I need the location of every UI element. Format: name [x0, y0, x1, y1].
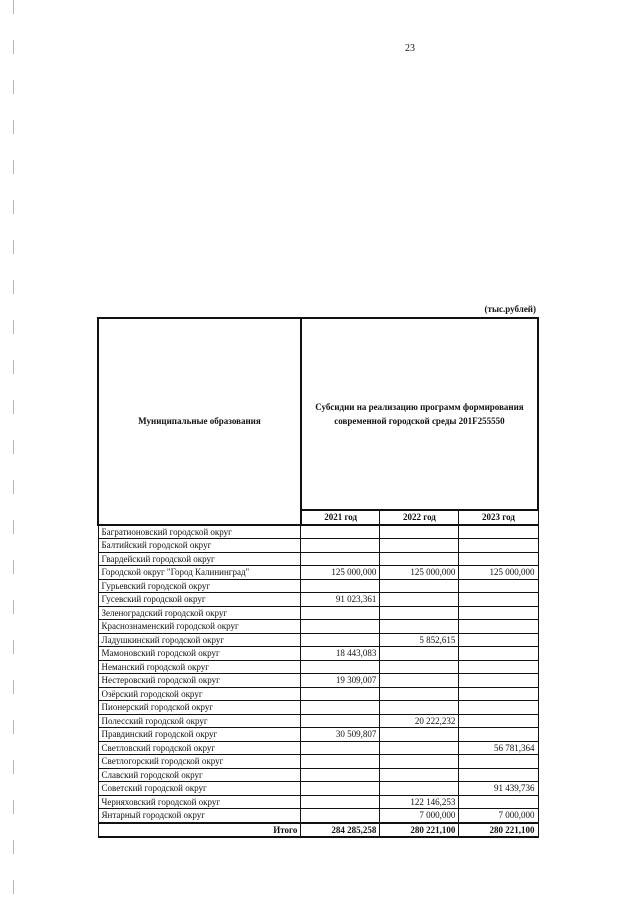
total-2022: 280 221,100	[380, 823, 459, 838]
municipality-name: Пионерский городской округ	[98, 701, 301, 715]
table-row	[98, 782, 538, 796]
municipality-name: Ладушкинский городской округ	[98, 633, 301, 647]
value-2022	[380, 741, 459, 755]
table-row	[98, 660, 538, 674]
value-2023	[459, 755, 538, 769]
municipality-name: Краснознаменский городской округ	[98, 620, 301, 634]
value-2021	[301, 714, 380, 728]
value-2021: 91 023,361	[301, 593, 380, 607]
value-2021: 18 443,083	[301, 647, 380, 661]
total-2021: 284 285,258	[301, 823, 380, 838]
value-2021	[301, 768, 380, 782]
municipality-name: Полесский городской округ	[98, 714, 301, 728]
table-row	[98, 647, 538, 661]
table-row	[98, 741, 538, 755]
value-2022	[380, 674, 459, 688]
municipality-name: Светлогорский городской округ	[98, 755, 301, 769]
table-row	[98, 768, 538, 782]
value-2021	[301, 660, 380, 674]
table-row	[98, 593, 538, 607]
page-number: 23	[405, 43, 415, 54]
units-label: (тыс.рублей)	[484, 304, 536, 314]
value-2022	[380, 647, 459, 661]
value-2022	[380, 525, 459, 539]
value-2023	[459, 552, 538, 566]
table-row	[98, 579, 538, 593]
value-2021	[301, 741, 380, 755]
municipality-column-header: Муниципальные образования	[98, 318, 301, 525]
value-2022	[380, 620, 459, 634]
value-2022	[380, 593, 459, 607]
value-2023	[459, 728, 538, 742]
municipality-name: Гвардейский городской округ	[98, 552, 301, 566]
value-2023: 125 000,000	[459, 566, 538, 580]
value-2021	[301, 755, 380, 769]
value-2021	[301, 552, 380, 566]
value-2023	[459, 539, 538, 553]
value-2023	[459, 579, 538, 593]
value-2021	[301, 525, 380, 539]
year-header-2022: 2022 год	[380, 510, 459, 525]
value-2023	[459, 795, 538, 809]
value-2022	[380, 728, 459, 742]
municipality-name: Черняховский городской округ	[98, 795, 301, 809]
table-row	[98, 809, 538, 823]
value-2023	[459, 525, 538, 539]
value-2023	[459, 687, 538, 701]
value-2023	[459, 768, 538, 782]
value-2021	[301, 795, 380, 809]
municipality-name: Гурьевский городской округ	[98, 579, 301, 593]
year-header-2023: 2023 год	[459, 510, 538, 525]
municipality-name: Светловский городской округ	[98, 741, 301, 755]
value-2023	[459, 606, 538, 620]
value-2023: 91 439,736	[459, 782, 538, 796]
value-2023	[459, 674, 538, 688]
municipality-name: Неманский городской округ	[98, 660, 301, 674]
value-2021	[301, 701, 380, 715]
municipality-name: Багратионовский городской округ	[98, 525, 301, 539]
value-2022	[380, 755, 459, 769]
value-2023	[459, 620, 538, 634]
total-label: Итого	[98, 823, 301, 838]
table-row	[98, 795, 538, 809]
total-row	[98, 823, 538, 838]
table-body	[98, 525, 538, 823]
value-2022: 122 146,253	[380, 795, 459, 809]
municipality-name: Озёрский городской округ	[98, 687, 301, 701]
municipality-name: Городской округ "Город Калининград"	[98, 566, 301, 580]
value-2023	[459, 647, 538, 661]
value-2023: 56 781,364	[459, 741, 538, 755]
value-2022	[380, 539, 459, 553]
value-2022: 20 222,232	[380, 714, 459, 728]
value-2022	[380, 687, 459, 701]
table-row	[98, 552, 538, 566]
value-2022: 5 852,615	[380, 633, 459, 647]
municipality-name: Правдинский городской округ	[98, 728, 301, 742]
total-2023: 280 221,100	[459, 823, 538, 838]
value-2022: 7 000,000	[380, 809, 459, 823]
value-2021: 125 000,000	[301, 566, 380, 580]
value-2021	[301, 579, 380, 593]
value-2021: 30 509,807	[301, 728, 380, 742]
value-2021	[301, 539, 380, 553]
value-2022	[380, 782, 459, 796]
municipality-name: Зеленоградский городской округ	[98, 606, 301, 620]
table-row	[98, 566, 538, 580]
value-2023	[459, 593, 538, 607]
table-row	[98, 755, 538, 769]
municipality-name: Гусевский городской округ	[98, 593, 301, 607]
value-2023	[459, 660, 538, 674]
value-2022: 125 000,000	[380, 566, 459, 580]
subsidy-table	[97, 317, 539, 838]
municipality-name: Советский городской округ	[98, 782, 301, 796]
municipality-name: Мамоновский городской округ	[98, 647, 301, 661]
table-row	[98, 674, 538, 688]
year-header-2021: 2021 год	[301, 510, 380, 525]
value-2022	[380, 768, 459, 782]
value-2021	[301, 782, 380, 796]
municipality-name: Балтийский городской округ	[98, 539, 301, 553]
value-2022	[380, 606, 459, 620]
value-2021: 19 309,007	[301, 674, 380, 688]
value-2021	[301, 606, 380, 620]
table-row	[98, 687, 538, 701]
value-2022	[380, 701, 459, 715]
table-row	[98, 539, 538, 553]
value-2021	[301, 687, 380, 701]
value-2023: 7 000,000	[459, 809, 538, 823]
table-row	[98, 714, 538, 728]
table-row	[98, 606, 538, 620]
value-2022	[380, 579, 459, 593]
table-row	[98, 728, 538, 742]
value-2021	[301, 809, 380, 823]
value-2022	[380, 552, 459, 566]
municipality-name: Нестеровский городской округ	[98, 674, 301, 688]
municipality-name: Янтарный городской округ	[98, 809, 301, 823]
table-row	[98, 633, 538, 647]
value-2023	[459, 633, 538, 647]
value-2021	[301, 633, 380, 647]
scan-binding-edge	[13, 0, 14, 905]
value-2023	[459, 701, 538, 715]
value-2021	[301, 620, 380, 634]
value-2023	[459, 714, 538, 728]
municipality-name: Славский городской округ	[98, 768, 301, 782]
subsidy-column-header: Субсидии на реализацию программ формирования современной городской среды 201F255550	[301, 318, 538, 510]
table-row	[98, 620, 538, 634]
value-2022	[380, 660, 459, 674]
table-row	[98, 701, 538, 715]
table-row	[98, 525, 538, 539]
